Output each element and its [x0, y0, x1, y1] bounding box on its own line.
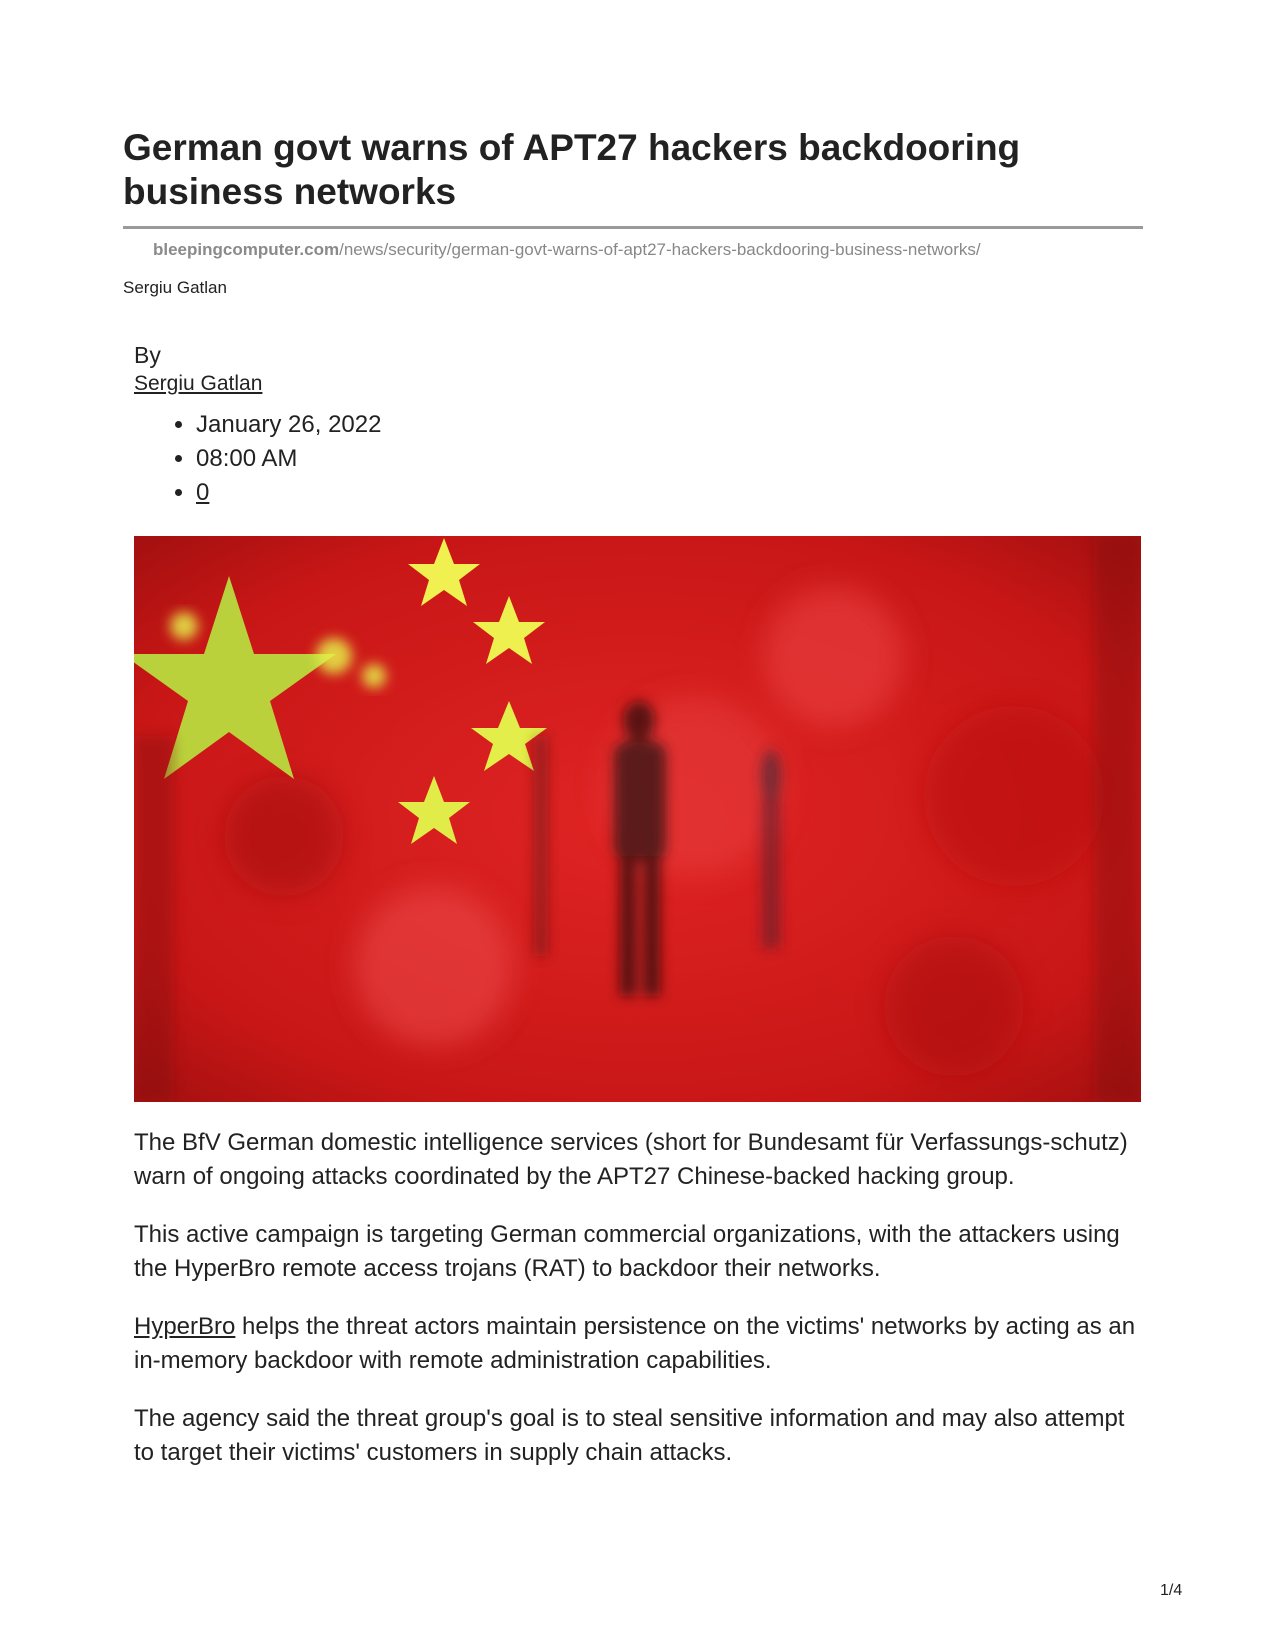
byline	[134, 340, 262, 398]
publish-time: • 08:00 AM	[196, 442, 381, 476]
by-label: By	[134, 342, 161, 368]
article-title: German govt warns of APT27 hackers backdooring business networks	[123, 127, 1021, 212]
hyperbro-link[interactable]: HyperBro	[134, 1313, 236, 1340]
comments-count-link[interactable]: 0	[196, 479, 210, 506]
page-number: 1/4	[1160, 1582, 1183, 1599]
paragraph-3-text: helps the threat actors maintain persistence on the victims' networks by acting as an in-memory backdoor with remote administration capabilities.	[134, 1313, 1136, 1374]
source-url	[153, 240, 981, 260]
chinese-flag-illustration-icon	[134, 536, 1141, 1102]
paragraph-4: The agency said the threat group's goal is to steal sensitive information and may also attempt to target their victims' customers in supply chain attacks.	[134, 1405, 1125, 1466]
paragraph-1: The BfV German domestic intelligence services (short for Bundesamt für Verfassungs-schutz) warn of ongoing attacks coordinated by the APT27 Chinese-backed hacking group.	[134, 1129, 1128, 1190]
source-domain: bleepingcomputer.com	[153, 240, 340, 259]
article-meta-list	[170, 408, 381, 510]
hero-image	[134, 536, 1141, 1102]
comments-item	[196, 476, 381, 510]
title-divider	[123, 226, 1143, 229]
publish-date: • January 26, 2022	[196, 408, 381, 442]
author-link[interactable]: Sergiu Gatlan	[134, 372, 263, 395]
author-name: Sergiu Gatlan	[123, 278, 227, 297]
article-body	[134, 1126, 1144, 1494]
paragraph-2: This active campaign is targeting German commercial organizations, with the attackers using the HyperBro remote access trojans (RAT) to backdoor their networks.	[134, 1221, 1120, 1282]
paragraph-3	[134, 1310, 1144, 1378]
source-path: /news/security/german-govt-warns-of-apt27-hackers-backdooring-business-networks/	[339, 240, 981, 259]
